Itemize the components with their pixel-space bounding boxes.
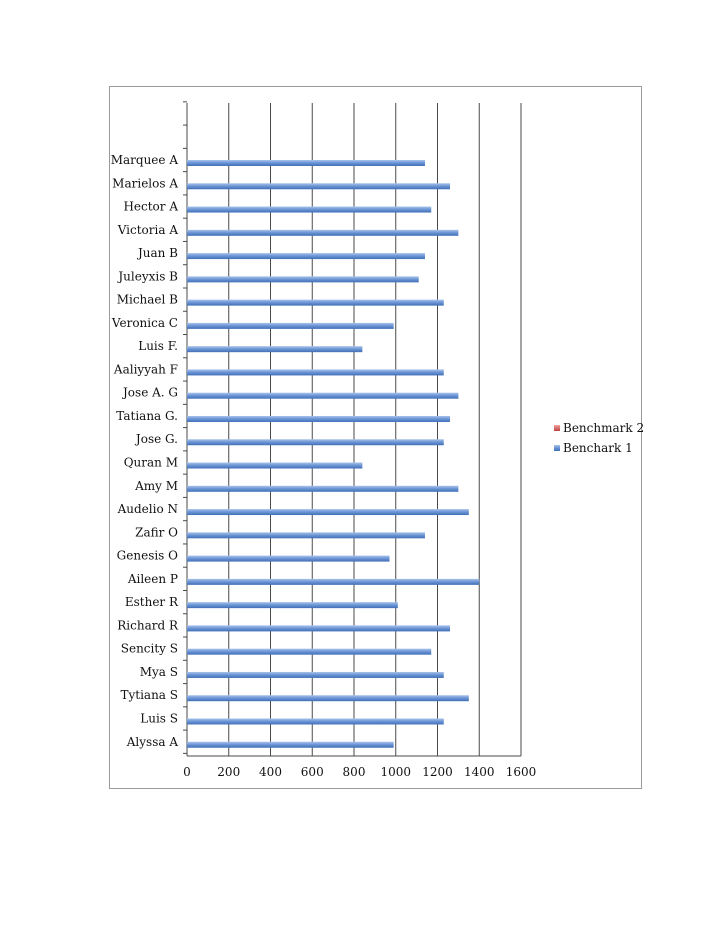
category-label: Audelio N xyxy=(117,502,178,517)
bar-benchark-1 xyxy=(187,253,425,259)
category-label: Victoria A xyxy=(117,222,178,237)
bar-benchark-1 xyxy=(187,579,479,585)
bar-benchark-1 xyxy=(187,439,444,445)
x-tick-label: 1400 xyxy=(463,765,495,779)
category-label: Veronica C xyxy=(111,315,178,330)
bar-benchark-1 xyxy=(187,416,450,422)
bar-benchark-1 xyxy=(187,509,469,515)
bar-benchark-1 xyxy=(187,323,394,329)
bar-benchark-1 xyxy=(187,230,458,236)
grid-lines xyxy=(187,103,521,756)
category-label: Luis S xyxy=(140,711,178,726)
category-label: Juan B xyxy=(137,246,178,261)
legend-label: Benchmark 2 xyxy=(563,421,645,435)
bar-benchark-1 xyxy=(187,369,444,375)
category-label: Quran M xyxy=(123,455,178,470)
x-tick-label: 1200 xyxy=(422,765,453,779)
x-tick-label: 400 xyxy=(259,765,282,779)
category-label: Aaliyyah F xyxy=(113,362,178,377)
bar-benchark-1 xyxy=(187,718,444,724)
bar-benchark-1 xyxy=(187,742,394,748)
bar-benchark-1 xyxy=(187,486,458,492)
bar-benchark-1 xyxy=(187,556,389,562)
category-label: Jose A. G xyxy=(123,385,178,400)
bar-benchark-1 xyxy=(187,207,431,213)
bar-benchark-1 xyxy=(187,672,444,678)
bar-benchark-1 xyxy=(187,463,362,469)
category-label: Amy M xyxy=(135,478,178,493)
x-tick-label: 600 xyxy=(300,765,324,779)
category-label: Marquee A xyxy=(110,153,178,167)
category-label: Luis F. xyxy=(138,339,178,354)
bar-benchark-1 xyxy=(187,393,458,399)
category-label: Marielos A xyxy=(112,176,178,191)
bar-benchark-1 xyxy=(187,602,398,608)
category-label: Jose G. xyxy=(135,432,178,447)
x-tick-labels xyxy=(183,765,536,779)
category-label: Sencity S xyxy=(120,641,178,656)
category-label: Hector A xyxy=(123,199,178,214)
bar-benchark-1 xyxy=(187,532,425,538)
bars xyxy=(187,160,479,748)
legend-swatch-benchark-1 xyxy=(554,445,560,451)
bar-benchark-1 xyxy=(187,649,431,655)
category-label: Tatiana G. xyxy=(116,408,178,423)
category-label: Aileen P xyxy=(127,571,178,586)
category-label: Michael B xyxy=(116,292,178,307)
category-labels xyxy=(111,153,179,749)
bar-benchark-1 xyxy=(187,625,450,631)
legend xyxy=(554,421,644,455)
category-label: Richard R xyxy=(117,618,178,633)
bar-benchark-1 xyxy=(187,183,450,189)
bar-benchark-1 xyxy=(187,276,419,282)
bar-benchark-1 xyxy=(187,695,469,701)
category-label: Zafir O xyxy=(135,525,178,540)
x-tick-label: 800 xyxy=(342,765,366,779)
category-label: Juleyxis B xyxy=(118,269,178,284)
axes xyxy=(183,102,521,756)
bar-benchark-1 xyxy=(187,346,362,352)
category-label: Alyssa A xyxy=(126,734,178,749)
category-label: Tytiana S xyxy=(120,688,178,703)
category-label: Genesis O xyxy=(116,548,178,563)
x-tick-label: 200 xyxy=(217,765,241,779)
bar-benchark-1 xyxy=(187,300,444,306)
x-tick-label: 1600 xyxy=(505,765,537,779)
bar-benchark-1 xyxy=(187,160,425,166)
x-tick-label: 1000 xyxy=(380,765,412,779)
x-tick-label: 0 xyxy=(183,765,191,779)
legend-label: Benchark 1 xyxy=(563,441,633,455)
legend-swatch-benchmark-2 xyxy=(554,425,560,431)
category-label: Mya S xyxy=(139,664,178,679)
category-label: Esther R xyxy=(124,595,178,610)
